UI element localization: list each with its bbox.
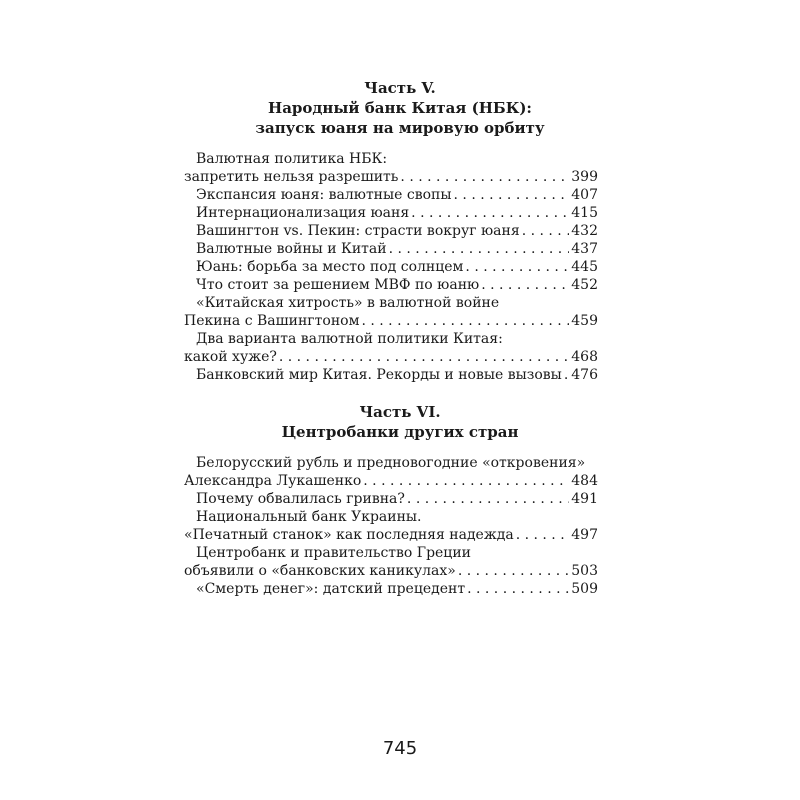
toc-entry[interactable] [184,222,598,240]
dot-leader [389,240,570,258]
toc-entry[interactable] [184,490,598,508]
toc-entry-title: «Китайская хитрость» в валютной войне [196,295,500,311]
dot-leader [400,168,569,186]
toc-entry[interactable] [184,330,598,366]
part-5-title-line-2: запуск юаня на мировую орбиту [255,119,545,137]
toc-entry[interactable] [184,150,598,186]
toc-entry-title: Национальный банк Украины. [196,509,422,525]
toc-entry-title-cont: объявили о «банковских каникулах» [184,563,456,579]
dot-leader [454,186,570,204]
toc-page-number: 459 [571,313,598,329]
toc-page-number: 452 [571,277,598,293]
toc-entry-title: «Смерть денег»: датский прецедент [196,581,466,597]
part-6-title-line-1: Центробанки других стран [281,423,519,441]
toc-entry-title: Что стоит за решением МВФ по юаню [196,277,480,293]
toc-entry-title: Вашингтон vs. Пекин: страсти вокруг юаня [196,223,520,239]
toc-page-number: 476 [571,367,598,383]
part-5-label: Часть V. [364,79,436,97]
toc-entry[interactable] [184,580,598,598]
toc-entry-title: Валютные войны и Китай [196,241,387,257]
toc-entry-title: Экспансия юаня: валютные свопы [196,187,452,203]
toc-entry-title: Два варианта валютной политики Китая: [196,331,503,347]
dot-leader [465,258,569,276]
toc-entry[interactable] [184,544,598,580]
dot-leader [467,580,569,598]
toc-page-number: 437 [571,241,598,257]
toc-page-number: 484 [571,473,598,489]
toc-entry-title-cont: запретить нельзя разрешить [184,169,399,185]
dot-leader [458,562,569,580]
dot-leader [363,472,569,490]
toc-entry-title-cont: Александра Лукашенко [184,473,362,489]
toc-entry[interactable] [184,258,598,276]
toc-page-number: 468 [571,349,598,365]
toc-entry[interactable] [184,276,598,294]
toc-page-number: 415 [571,205,598,221]
toc-entry-title: Интернационализация юаня [196,205,410,221]
part-6-heading [180,402,620,442]
dot-leader [522,222,570,240]
dot-leader [361,312,569,330]
dot-leader [516,526,570,544]
toc-entry-title-cont: «Печатный станок» как последняя надежда [184,527,514,543]
toc-entry-title: Валютная политика НБК: [196,151,388,167]
toc-page-number: 491 [571,491,598,507]
toc-page-number: 399 [571,169,598,185]
dot-leader [407,490,569,508]
toc-entry-title: Белорусский рубль и предновогодние «откровения» [196,455,586,471]
toc-page-number: 509 [571,581,598,597]
toc-entry[interactable] [184,454,598,490]
part-5-title-line-1: Народный банк Китая (НБК): [268,99,532,117]
part-5-heading [180,78,620,138]
dot-leader [279,348,569,366]
toc-entry-title: Центробанк и правительство Греции [196,545,471,561]
toc-entry[interactable] [184,366,598,384]
toc-entry[interactable] [184,294,598,330]
toc-page-number: 503 [571,563,598,579]
toc-page-number: 432 [571,223,598,239]
dot-leader [564,366,569,384]
toc-page-number: 445 [571,259,598,275]
dot-leader [481,276,569,294]
toc-entry[interactable] [184,240,598,258]
toc-entry-title-cont: Пекина с Вашингтоном [184,313,360,329]
page-number: 745 [382,738,418,759]
toc-entry-title: Юань: борьба за место под солнцем [196,259,464,275]
part-6-toc [184,454,598,598]
part-5-toc [184,150,598,384]
toc-entry-title: Банковский мир Китая. Рекорды и новые вызовы [196,367,562,383]
toc-entry[interactable] [184,186,598,204]
toc-page-number: 407 [571,187,598,203]
toc-entry-title: Почему обвалилась гривна? [196,491,405,507]
part-6-label: Часть VI. [359,403,441,421]
dot-leader [411,204,569,222]
toc-entry[interactable] [184,508,598,544]
toc-entry[interactable] [184,204,598,222]
toc-entry-title-cont: какой хуже? [184,349,277,365]
toc-page-number: 497 [571,527,598,543]
